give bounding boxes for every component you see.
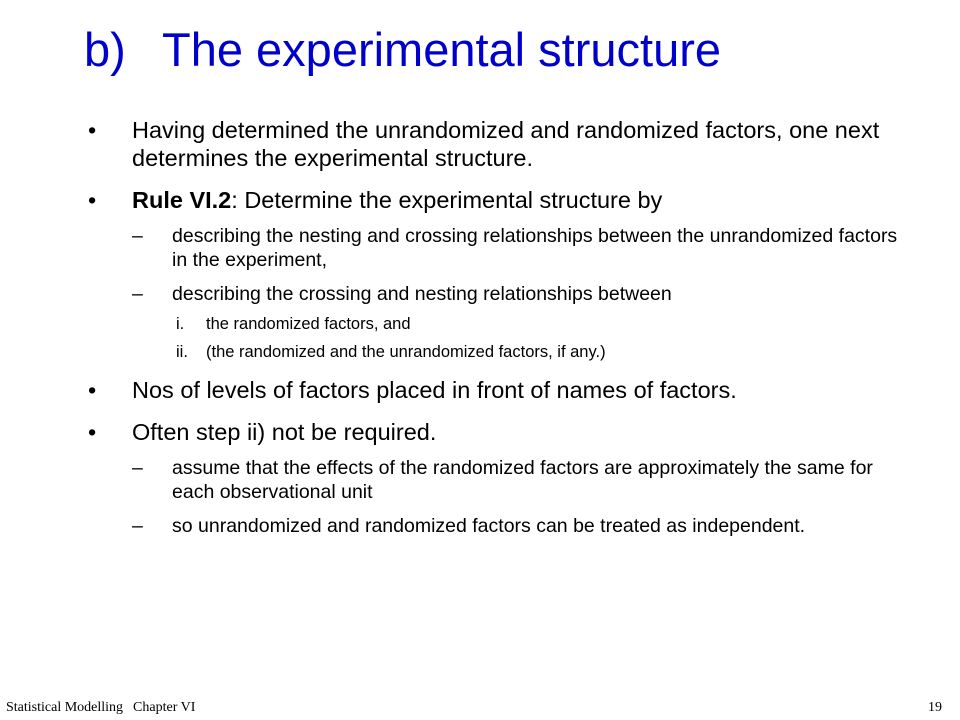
numbered-item-text: the randomized factors, and (206, 315, 411, 333)
sub-bullet-item (86, 282, 906, 306)
bullet-list (86, 116, 906, 552)
roman-marker: i. (176, 315, 185, 333)
bullet-marker: • (88, 187, 97, 213)
rule-label: Rule VI.2 (132, 187, 232, 213)
sub-bullet-item (86, 456, 906, 504)
bullet-text: : Determine the experimental structure by (231, 187, 663, 213)
bullet-item (86, 418, 906, 446)
bullet-item (86, 376, 906, 404)
sub-bullet-text: so unrandomized and randomized factors can be treated as independent. (172, 515, 806, 537)
numbered-item (86, 314, 906, 334)
title-number: b) (84, 23, 126, 76)
footer-course (6, 700, 195, 716)
numbered-item-text: (the randomized and the unrandomized factors, if any.) (206, 343, 606, 361)
dash-marker: – (132, 515, 143, 537)
bullet-item (86, 186, 906, 214)
slide-title (84, 20, 721, 80)
footer-chapter: Chapter VI (133, 700, 196, 715)
sub-bullet-text: assume that the effects of the randomized factors are approximately the same for each observational unit (172, 457, 873, 503)
numbered-item (86, 342, 906, 362)
footer-course-name: Statistical Modelling (6, 700, 124, 715)
bullet-marker: • (88, 377, 97, 403)
sub-bullet-item (86, 224, 906, 272)
bullet-text: Often step ii) not be required. (132, 419, 437, 445)
title-text: The experimental structure (162, 23, 722, 76)
bullet-text: Nos of levels of factors placed in front of names of factors. (132, 377, 737, 403)
dash-marker: – (132, 225, 143, 247)
bullet-item (86, 116, 906, 172)
bullet-marker: • (88, 117, 97, 143)
sub-bullet-text: describing the crossing and nesting relationships between (172, 283, 672, 305)
dash-marker: – (132, 283, 143, 305)
dash-marker: – (132, 457, 143, 479)
bullet-text: Having determined the unrandomized and randomized factors, one next determines the experimental structure. (132, 117, 880, 171)
page-number: 19 (928, 700, 942, 715)
bullet-marker: • (88, 419, 97, 445)
sub-bullet-item (86, 514, 906, 538)
roman-marker: ii. (176, 343, 188, 361)
sub-bullet-text: describing the nesting and crossing relationships between the unrandomized factors in the experiment, (172, 225, 898, 271)
